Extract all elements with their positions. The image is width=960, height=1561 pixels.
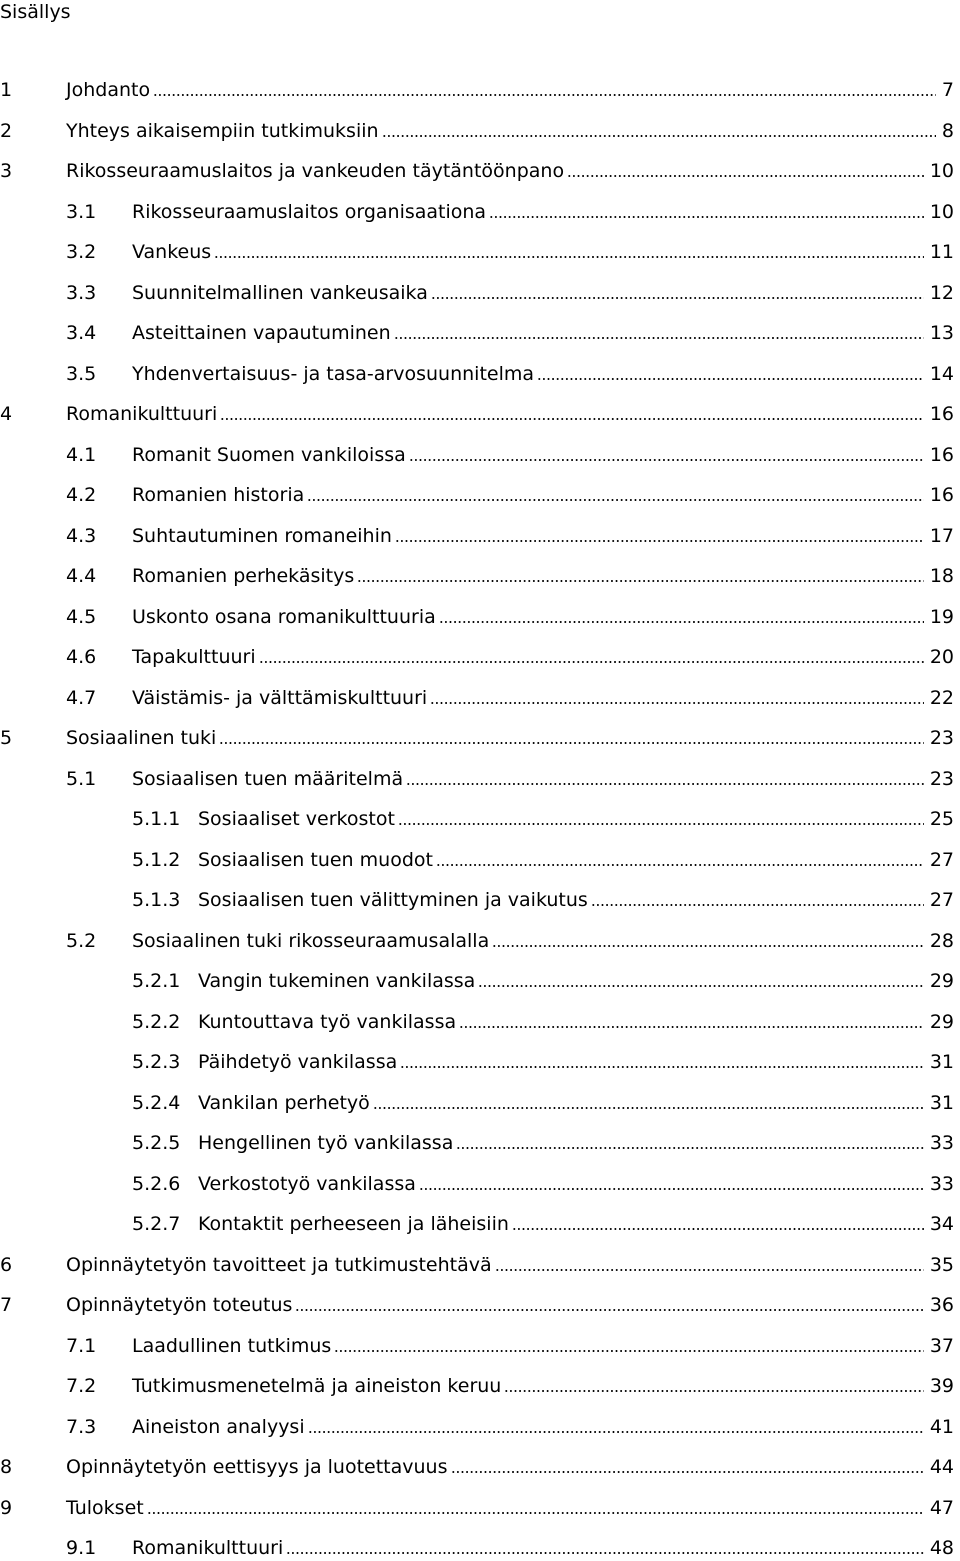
toc-entry-number: 5.2 xyxy=(66,930,97,952)
toc-entry-page-number: 41 xyxy=(929,1416,954,1438)
toc-entry-title: Vangin tukeminen vankilassa xyxy=(198,970,476,992)
toc-entry-title: Tapakulttuuri xyxy=(132,646,256,668)
toc-entry-number: 4.4 xyxy=(66,565,97,587)
toc-entry[interactable] xyxy=(0,77,954,103)
toc-dot-leader xyxy=(373,1107,924,1109)
toc-entry-number: 7 xyxy=(0,1294,13,1316)
toc-entry-number: 3.4 xyxy=(66,322,97,344)
toc-entry-title: Kontaktit perheeseen ja läheisiin xyxy=(198,1213,509,1235)
toc-entry-page-number: 31 xyxy=(929,1051,954,1073)
toc-entry-page-number: 12 xyxy=(929,282,954,304)
toc-entry-title: Tutkimusmenetelmä ja aineiston keruu xyxy=(132,1375,502,1397)
toc-dot-leader xyxy=(400,1066,924,1068)
toc-dot-leader xyxy=(419,1188,924,1190)
toc-entry-page-number: 35 xyxy=(929,1254,954,1276)
toc-entry-number: 5.1.1 xyxy=(132,808,181,830)
toc-entry-title: Asteittainen vapautuminen xyxy=(132,322,391,344)
toc-entry-title: Romanien historia xyxy=(132,484,305,506)
toc-entry-number: 4.3 xyxy=(66,525,97,547)
toc-entry-page-number: 22 xyxy=(929,687,954,709)
toc-entry-page-number: 28 xyxy=(929,930,954,952)
toc-entry-page-number: 17 xyxy=(929,525,954,547)
toc-entry[interactable] xyxy=(66,199,954,225)
toc-dot-leader xyxy=(220,418,924,420)
toc-entry[interactable] xyxy=(66,1373,954,1399)
toc-entry-page-number: 10 xyxy=(929,160,954,182)
toc-entry[interactable] xyxy=(66,644,954,670)
toc-entry-title: Romanikulttuuri xyxy=(132,1537,284,1559)
toc-entry[interactable] xyxy=(66,604,954,630)
toc-entry-page-number: 33 xyxy=(929,1132,954,1154)
toc-entry-number: 4.5 xyxy=(66,606,97,628)
toc-entry-number: 9 xyxy=(0,1497,13,1519)
toc-entry-title: Kuntouttava työ vankilassa xyxy=(198,1011,457,1033)
toc-entry-title: Opinnäytetyön tavoitteet ja tutkimustehtävä xyxy=(66,1254,492,1276)
toc-entry-page-number: 20 xyxy=(929,646,954,668)
toc-entry-page-number: 44 xyxy=(929,1456,954,1478)
toc-entry-number: 6 xyxy=(0,1254,13,1276)
toc-entry-page-number: 14 xyxy=(929,363,954,385)
toc-entry-title: Sosiaalisen tuen määritelmä xyxy=(132,768,404,790)
toc-entry[interactable] xyxy=(132,887,954,913)
toc-entry-number: 5.2.6 xyxy=(132,1173,181,1195)
toc-entry-number: 1 xyxy=(0,79,13,101)
toc-entry-title: Suhtautuminen romaneihin xyxy=(132,525,392,547)
toc-entry[interactable] xyxy=(66,1414,954,1440)
toc-entry-title: Romanien perhekäsitys xyxy=(132,565,355,587)
toc-entry-number: 5 xyxy=(0,727,13,749)
toc-dot-leader xyxy=(307,499,924,501)
toc-entry-page-number: 27 xyxy=(929,889,954,911)
toc-entry-title: Suunnitelmallinen vankeusaika xyxy=(132,282,428,304)
toc-dot-leader xyxy=(147,1512,924,1514)
toc-dot-leader xyxy=(308,1431,924,1433)
toc-entry-page-number: 48 xyxy=(929,1537,954,1559)
toc-entry-title: Yhteys aikaisempiin tutkimuksiin xyxy=(66,120,379,142)
toc-entry-page-number: 23 xyxy=(929,768,954,790)
toc-entry-number: 4.6 xyxy=(66,646,97,668)
toc-entry[interactable] xyxy=(132,1090,954,1116)
toc-entry[interactable] xyxy=(66,320,954,346)
toc-entry[interactable] xyxy=(66,766,954,792)
toc-entry-number: 3.1 xyxy=(66,201,97,223)
toc-dot-leader xyxy=(259,661,924,663)
toc-entry-page-number: 16 xyxy=(929,484,954,506)
toc-entry-title: Vankilan perhetyö xyxy=(198,1092,370,1114)
toc-dot-leader xyxy=(459,1026,924,1028)
toc-entry-title: Yhdenvertaisuus- ja tasa-arvosuunnitelma xyxy=(132,363,535,385)
toc-entry[interactable] xyxy=(66,239,954,265)
toc-entry-number: 4.1 xyxy=(66,444,97,466)
toc-dot-leader xyxy=(295,1309,923,1311)
toc-entry-page-number: 36 xyxy=(929,1294,954,1316)
toc-entry-page-number: 34 xyxy=(929,1213,954,1235)
toc-entry-title: Uskonto osana romanikulttuuria xyxy=(132,606,436,628)
toc-entry-page-number: 13 xyxy=(929,322,954,344)
toc-entry-title: Hengellinen työ vankilassa xyxy=(198,1132,454,1154)
toc-entry-number: 3.3 xyxy=(66,282,97,304)
toc-dot-leader xyxy=(495,1269,924,1271)
toc-dot-leader xyxy=(567,175,924,177)
toc-dot-leader xyxy=(406,783,924,785)
toc-dot-leader xyxy=(395,540,924,542)
toc-entry-page-number: 33 xyxy=(929,1173,954,1195)
toc-entry-page-number: 16 xyxy=(929,444,954,466)
toc-entry-number: 3.2 xyxy=(66,241,97,263)
toc-entry[interactable] xyxy=(0,1292,954,1318)
page-title: Sisällys xyxy=(0,1,71,23)
toc-dot-leader xyxy=(394,337,924,339)
toc-dot-leader xyxy=(489,216,924,218)
toc-entry-number: 5.1.2 xyxy=(132,849,181,871)
toc-entry[interactable] xyxy=(66,280,954,306)
toc-dot-leader xyxy=(334,1350,924,1352)
toc-dot-leader xyxy=(456,1147,923,1149)
toc-entry[interactable] xyxy=(66,563,954,589)
toc-entry-title: Aineiston analyysi xyxy=(132,1416,305,1438)
toc-entry-page-number: 11 xyxy=(929,241,954,263)
toc-entry[interactable] xyxy=(0,158,954,184)
toc-entry[interactable] xyxy=(66,685,954,711)
toc-dot-leader xyxy=(398,823,924,825)
toc-dot-leader xyxy=(436,864,924,866)
toc-dot-leader xyxy=(478,985,924,987)
toc-dot-leader xyxy=(430,702,924,704)
toc-entry-title: Rikosseuraamuslaitos organisaationa xyxy=(132,201,487,223)
toc-entry-title: Opinnäytetyön eettisyys ja luotettavuus xyxy=(66,1456,448,1478)
toc-entry[interactable] xyxy=(132,1211,954,1237)
toc-entry-title: Sosiaalisen tuen muodot xyxy=(198,849,433,871)
toc-dot-leader xyxy=(431,297,924,299)
toc-dot-leader xyxy=(214,256,924,258)
toc-entry-number: 5.2.3 xyxy=(132,1051,181,1073)
toc-dot-leader xyxy=(219,742,924,744)
toc-entry[interactable] xyxy=(66,523,954,549)
toc-dot-leader xyxy=(286,1552,924,1554)
toc-entry-page-number: 19 xyxy=(929,606,954,628)
toc-dot-leader xyxy=(357,580,924,582)
toc-entry-title: Vankeus xyxy=(132,241,212,263)
toc-entry[interactable] xyxy=(132,847,954,873)
toc-dot-leader xyxy=(382,135,936,137)
toc-entry-number: 5.2.4 xyxy=(132,1092,181,1114)
toc-entry[interactable] xyxy=(66,442,954,468)
toc-entry-page-number: 29 xyxy=(929,1011,954,1033)
toc-entry-title: Laadullinen tutkimus xyxy=(132,1335,332,1357)
toc-entry-number: 7.3 xyxy=(66,1416,97,1438)
toc-entry-page-number: 37 xyxy=(929,1335,954,1357)
toc-entry-title: Romanikulttuuri xyxy=(66,403,218,425)
toc-entry-number: 5.1 xyxy=(66,768,97,790)
toc-entry-title: Sosiaalinen tuki rikosseuraamusalalla xyxy=(132,930,490,952)
toc-entry-number: 3.5 xyxy=(66,363,97,385)
toc-entry[interactable] xyxy=(0,1252,954,1278)
toc-entry-page-number: 29 xyxy=(929,970,954,992)
toc-entry[interactable] xyxy=(66,1333,954,1359)
toc-entry-number: 5.2.1 xyxy=(132,970,181,992)
toc-entry-title: Johdanto xyxy=(66,79,151,101)
toc-entry-title: Päihdetyö vankilassa xyxy=(198,1051,398,1073)
toc-entry-page-number: 18 xyxy=(929,565,954,587)
toc-entry[interactable] xyxy=(132,1171,954,1197)
toc-dot-leader xyxy=(409,459,924,461)
toc-entry[interactable] xyxy=(66,482,954,508)
toc-entry-title: Rikosseuraamuslaitos ja vankeuden täytäntöönpano xyxy=(66,160,565,182)
toc-entry-title: Romanit Suomen vankiloissa xyxy=(132,444,406,466)
toc-entry-page-number: 7 xyxy=(941,79,954,101)
toc-entry-number: 5.2.5 xyxy=(132,1132,181,1154)
toc-entry[interactable] xyxy=(66,928,954,954)
toc-entry-title: Verkostotyö vankilassa xyxy=(198,1173,416,1195)
toc-entry-number: 3 xyxy=(0,160,13,182)
toc-entry-title: Sosiaalinen tuki xyxy=(66,727,217,749)
toc-entry[interactable] xyxy=(66,361,954,387)
toc-entry-number: 7.2 xyxy=(66,1375,97,1397)
toc-entry-page-number: 39 xyxy=(929,1375,954,1397)
toc-entry[interactable] xyxy=(132,1049,954,1075)
toc-entry-page-number: 8 xyxy=(941,120,954,142)
toc-entry-page-number: 10 xyxy=(929,201,954,223)
toc-entry-number: 8 xyxy=(0,1456,13,1478)
toc-dot-leader xyxy=(153,94,936,96)
toc-entry-number: 5.2.7 xyxy=(132,1213,181,1235)
toc-entry[interactable] xyxy=(132,1130,954,1156)
toc-entry-number: 7.1 xyxy=(66,1335,97,1357)
toc-entry-title: Sosiaalisen tuen välittyminen ja vaikutus xyxy=(198,889,588,911)
toc-dot-leader xyxy=(591,904,924,906)
toc-dot-leader xyxy=(537,378,924,380)
toc-entry[interactable] xyxy=(0,725,954,751)
toc-entry[interactable] xyxy=(0,1454,954,1480)
toc-dot-leader xyxy=(504,1390,923,1392)
toc-entry[interactable] xyxy=(66,1535,954,1561)
toc-dot-leader xyxy=(492,945,924,947)
toc-entry-number: 4.7 xyxy=(66,687,97,709)
toc-entry[interactable] xyxy=(0,1495,954,1521)
toc-entry-number: 5.1.3 xyxy=(132,889,181,911)
toc-entry[interactable] xyxy=(0,401,954,427)
toc-dot-leader xyxy=(451,1471,924,1473)
toc-entry-title: Väistämis- ja välttämiskulttuuri xyxy=(132,687,428,709)
toc-entry[interactable] xyxy=(0,118,954,144)
toc-entry-page-number: 16 xyxy=(929,403,954,425)
toc-entry[interactable] xyxy=(132,1009,954,1035)
toc-entry[interactable] xyxy=(132,968,954,994)
toc-entry-page-number: 47 xyxy=(929,1497,954,1519)
toc-entry-title: Opinnäytetyön toteutus xyxy=(66,1294,293,1316)
toc-dot-leader xyxy=(439,621,924,623)
toc-entry-number: 4 xyxy=(0,403,13,425)
toc-entry-number: 5.2.2 xyxy=(132,1011,181,1033)
toc-entry-number: 4.2 xyxy=(66,484,97,506)
toc-entry-page-number: 27 xyxy=(929,849,954,871)
toc-entry[interactable] xyxy=(132,806,954,832)
toc-entry-title: Sosiaaliset verkostot xyxy=(198,808,395,830)
toc-entry-page-number: 31 xyxy=(929,1092,954,1114)
toc-entry-page-number: 23 xyxy=(929,727,954,749)
toc-entry-number: 9.1 xyxy=(66,1537,97,1559)
toc-entry-page-number: 25 xyxy=(929,808,954,830)
toc-dot-leader xyxy=(512,1228,924,1230)
toc-entry-number: 2 xyxy=(0,120,13,142)
toc-entry-title: Tulokset xyxy=(66,1497,144,1519)
